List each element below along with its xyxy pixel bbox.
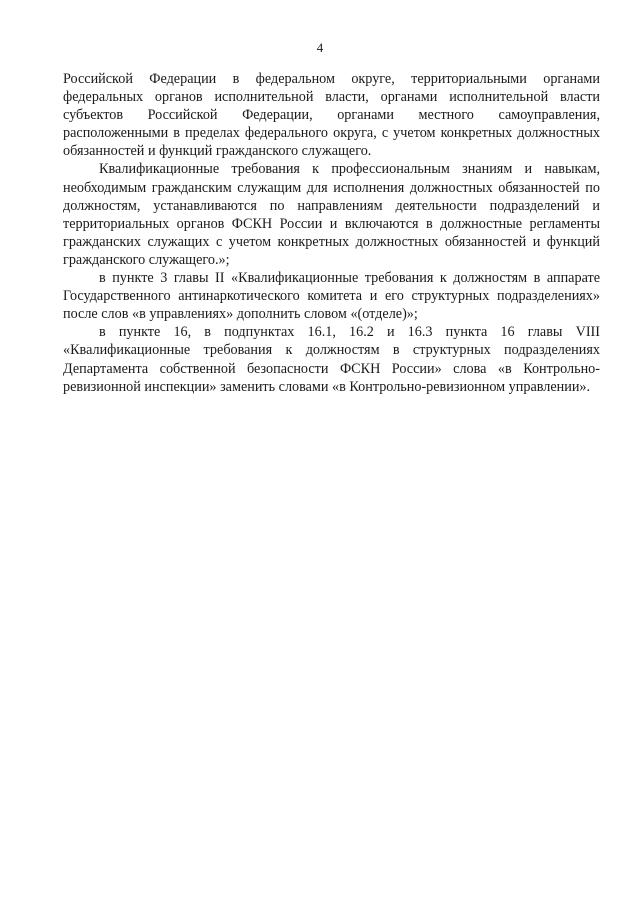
- document-body: [63, 70, 600, 396]
- paragraph-qualification-requirements: Квалификационные требования к профессиональным знаниям и навыкам, необходимым гражданским служащим для исполнения должностных обязанностей по должностям, устанавливаются по направлениям деятельности подразделений и территориальных органов ФСКН России и включаются в должностные регламенты гражданских служащих с учетом конкретных должностных обязанностей и функций гражданского служащего.»;: [63, 161, 600, 268]
- paragraph-item-3-chapter-2: в пункте 3 главы II «Квалификационные требования к должностям в аппарате Государственного антинаркотического комитета и его структурных подразделениях» после слов «в управлениях» дополнить словом «(отделе)»;: [63, 270, 600, 323]
- paragraph-continuation: Российской Федерации в федеральном округе, территориальными органами федеральных органов исполнительной власти, органами исполнительной власти субъектов Российской Федерации, органами местного самоуправления, расположенными в пределах федерального округа, с учетом конкретных должностных обязанностей и функций гражданского служащего.: [63, 71, 600, 160]
- paragraph-item-16-chapter-8: в пункте 16, в подпунктах 16.1, 16.2 и 16.3 пункта 16 главы VIII «Квалификационные требования к должностям в структурных подразделениях Департамента собственной безопасности ФСКН России» слова «в Контрольно-ревизионной инспекции» заменить словами «в Контрольно-ревизионном управлении».: [63, 324, 600, 395]
- page-number: 4: [316, 40, 324, 55]
